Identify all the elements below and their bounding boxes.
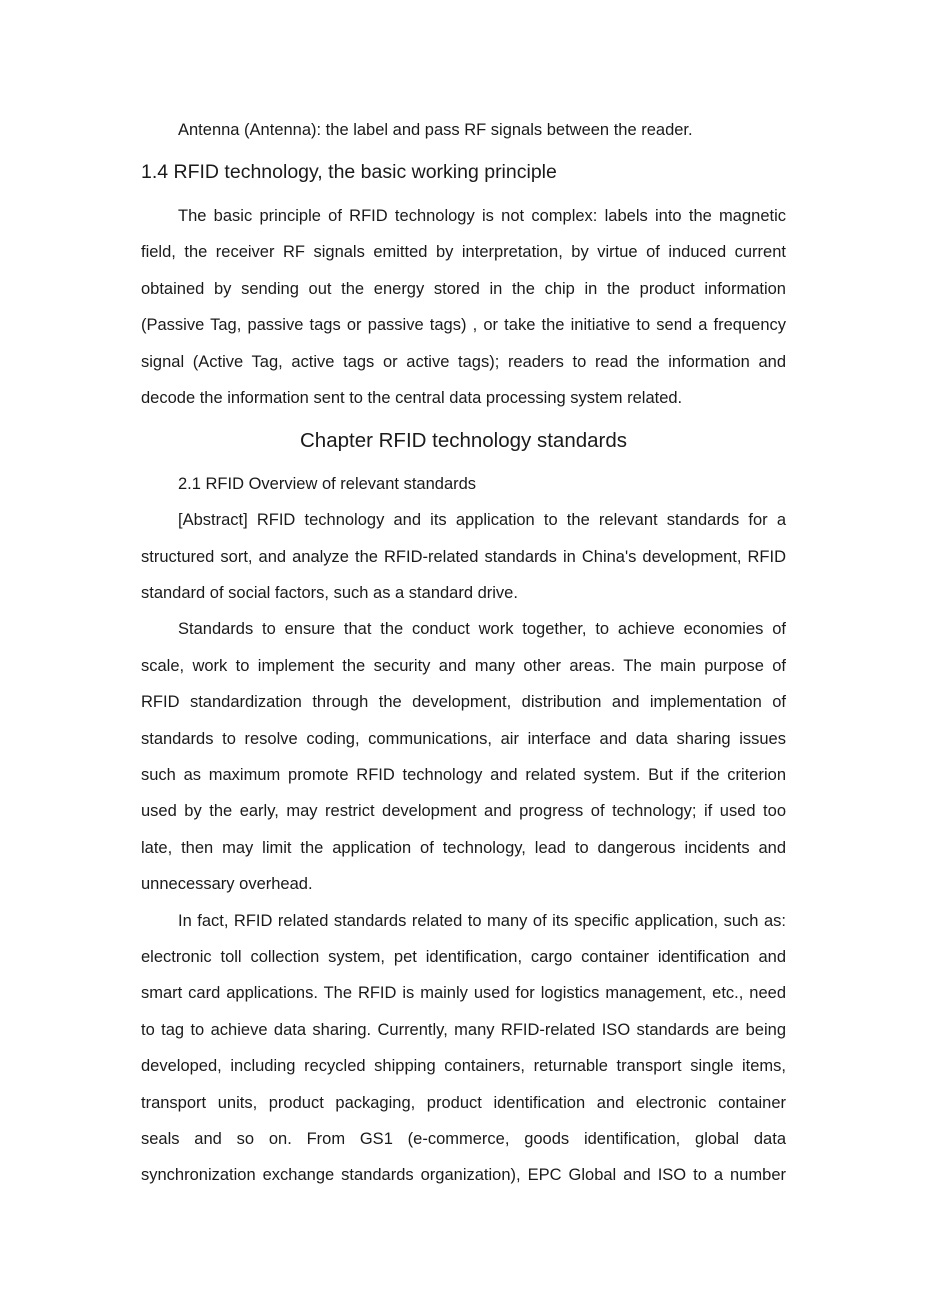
body-line: such as maximum promote RFID technology and related system. But if the criterion — [141, 766, 786, 785]
body-line: standards to resolve coding, communications, air interface and data sharing issues — [141, 729, 786, 748]
body-line: to tag to achieve data sharing. Currently, many RFID-related ISO standards are being — [141, 1020, 786, 1039]
body-line: [Abstract] RFID technology and its application to the relevant standards for a — [178, 511, 786, 530]
body-line: developed, including recycled shipping containers, returnable transport single items, — [141, 1057, 786, 1076]
body-line: signal (Active Tag, active tags or active tags); readers to read the information and — [141, 352, 786, 371]
section-heading-2-1: 2.1 RFID Overview of relevant standards — [178, 474, 477, 493]
body-line: (Passive Tag, passive tags or passive tags) , or take the initiative to send a frequency — [141, 316, 786, 335]
body-line: standard of social factors, such as a standard drive. — [141, 584, 518, 603]
body-line: field, the receiver RF signals emitted by interpretation, by virtue of induced current — [141, 243, 786, 262]
body-line: Antenna (Antenna): the label and pass RF signals between the reader. — [178, 121, 693, 139]
document-body — [141, 112, 786, 1194]
body-line: electronic toll collection system, pet identification, cargo container identification and — [141, 948, 786, 966]
body-line: scale, work to implement the security and many other areas. The main purpose of — [141, 656, 786, 675]
body-line: obtained by sending out the energy stored in the chip in the product information — [141, 279, 786, 298]
body-line: synchronization exchange standards organization), EPC Global and ISO to a number — [141, 1166, 786, 1185]
paragraph — [141, 198, 786, 416]
body-line: decode the information sent to the central data processing system related. — [141, 388, 683, 407]
body-line: seals and so on. From GS1 (e-commerce, goods identification, global data — [141, 1129, 786, 1148]
chapter-title: Chapter RFID technology standards — [299, 429, 628, 453]
body-line: structured sort, and analyze the RFID-related standards in China's development, RFID — [141, 547, 786, 566]
body-line: The basic principle of RFID technology is not complex: labels into the magnetic — [178, 206, 786, 225]
body-line: smart card applications. The RFID is mainly used for logistics management, etc., need — [141, 984, 786, 1003]
paragraph-continued — [141, 112, 786, 148]
body-line: used by the early, may restrict development and progress of technology; if used too — [141, 802, 786, 821]
body-line: transport units, product packaging, product identification and electronic container — [141, 1093, 786, 1112]
paragraph-abstract — [141, 502, 786, 611]
body-line: unnecessary overhead. — [141, 875, 313, 894]
section-heading-1-4: 1.4 RFID technology, the basic working principle — [141, 161, 557, 184]
body-line: late, then may limit the application of technology, lead to dangerous incidents and — [141, 838, 786, 857]
body-line: In fact, RFID related standards related to many of its specific application, such as: — [178, 911, 786, 930]
paragraph — [141, 611, 786, 902]
paragraph — [141, 903, 786, 1194]
body-line: RFID standardization through the development, distribution and implementation of — [141, 693, 786, 712]
body-line: Standards to ensure that the conduct work together, to achieve economies of — [178, 620, 786, 639]
